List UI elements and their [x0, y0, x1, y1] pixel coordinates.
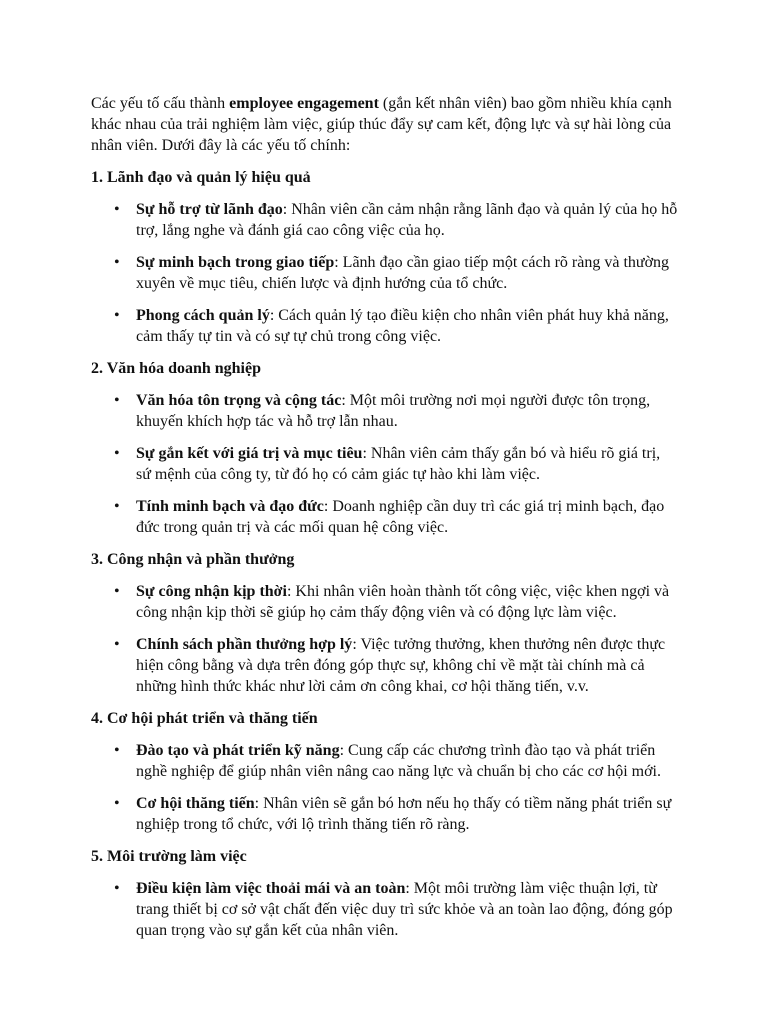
list-item: [114, 443, 678, 485]
item-text: : Việc tưởng thưởng, khen thưởng nên được thực hiện công bằng và dựa trên đóng góp thực sự, không chỉ về mặt tài chính mà cả những hình thức khác như lời cảm ơn công khai, cơ hội thăng tiến, v.v.: [136, 636, 666, 695]
item-text: : Nhân viên cần cảm nhận rằng lãnh đạo và quản lý của họ hỗ trợ, lắng nghe và đánh giá cao công việc của họ.: [136, 201, 678, 239]
item-title: Phong cách quản lý: [136, 307, 270, 324]
list-item: [114, 878, 678, 941]
list-item: [114, 496, 678, 538]
intro-paragraph: [91, 93, 678, 156]
bullet-icon: •: [114, 636, 120, 653]
item-title: Tính minh bạch và đạo đức: [136, 498, 324, 515]
list-item: [114, 740, 678, 782]
bullet-icon: •: [114, 201, 120, 218]
item-title: Sự hỗ trợ từ lãnh đạo: [136, 201, 283, 218]
intro-bold-term: employee engagement: [229, 95, 379, 112]
bullet-icon: •: [114, 445, 120, 462]
sections-container: [91, 167, 678, 941]
item-text: : Nhân viên cảm thấy gắn bó và hiểu rõ giá trị, sứ mệnh của công ty, từ đó họ có cảm giác tự hào khi làm việc.: [136, 445, 661, 483]
bullet-list: [91, 878, 678, 941]
bullet-list: [91, 581, 678, 697]
section-heading: 3. Công nhận và phần thưởng: [91, 551, 295, 568]
section-heading: 4. Cơ hội phát triển và thăng tiến: [91, 710, 318, 727]
item-text: : Cách quản lý tạo điều kiện cho nhân viên phát huy khả năng, cảm thấy tự tin và có sự tự chủ trong công việc.: [136, 307, 669, 345]
item-title: Điều kiện làm việc thoải mái và an toàn: [136, 880, 406, 897]
list-item: [114, 634, 678, 697]
bullet-list: [91, 740, 678, 835]
list-item: [114, 390, 678, 432]
bullet-list: [91, 199, 678, 347]
section-heading: 1. Lãnh đạo và quản lý hiệu quả: [91, 169, 311, 186]
list-item: [114, 793, 678, 835]
list-item: [114, 252, 678, 294]
item-title: Sự minh bạch trong giao tiếp: [136, 254, 335, 271]
item-text: : Lãnh đạo cần giao tiếp một cách rõ ràng và thường xuyên về mục tiêu, chiến lược và định hướng của tổ chức.: [136, 254, 670, 292]
item-text: : Doanh nghiệp cần duy trì các giá trị minh bạch, đạo đức trong quản trị và các mối quan hệ công việc.: [136, 498, 665, 536]
item-title: Đào tạo và phát triển kỹ năng: [136, 742, 340, 759]
bullet-icon: •: [114, 583, 120, 600]
bullet-icon: •: [114, 880, 120, 897]
item-text: : Khi nhân viên hoàn thành tốt công việc, việc khen ngợi và công nhận kịp thời sẽ giúp họ cảm thấy động viên và có động lực làm việc.: [136, 583, 670, 621]
bullet-icon: •: [114, 254, 120, 271]
item-text: : Một môi trường nơi mọi người được tôn trọng, khuyến khích hợp tác và hỗ trợ lẫn nhau.: [136, 392, 651, 430]
item-title: Cơ hội thăng tiến: [136, 795, 255, 812]
list-item: [114, 581, 678, 623]
item-title: Văn hóa tôn trọng và cộng tác: [136, 392, 342, 409]
item-title: Chính sách phần thưởng hợp lý: [136, 636, 353, 653]
item-text: : Cung cấp các chương trình đào tạo và phát triển nghề nghiệp để giúp nhân viên nâng cao năng lực và chuẩn bị cho các cơ hội mới.: [136, 742, 661, 780]
intro-prefix: Các yếu tố cấu thành: [91, 95, 230, 112]
bullet-icon: •: [114, 742, 120, 759]
bullet-icon: •: [114, 392, 120, 409]
intro-suffix: (gắn kết nhân viên) bao gồm nhiều khía cạnh khác nhau của trải nghiệm làm việc, giúp thúc đẩy sự cam kết, động lực và sự hài lòng của nhân viên. Dưới đây là các yếu tố chính:: [91, 95, 672, 154]
item-title: Sự công nhận kịp thời: [136, 583, 287, 600]
bullet-icon: •: [114, 498, 120, 515]
item-title: Sự gắn kết với giá trị và mục tiêu: [136, 445, 363, 462]
list-item: [114, 199, 678, 241]
section-heading: 5. Môi trường làm việc: [91, 848, 247, 865]
item-text: : Nhân viên sẽ gắn bó hơn nếu họ thấy có tiềm năng phát triển sự nghiệp trong tổ chức, với lộ trình thăng tiến rõ ràng.: [136, 795, 672, 833]
item-text: : Một môi trường làm việc thuận lợi, từ trang thiết bị cơ sở vật chất đến việc duy trì sức khỏe và an toàn lao động, đóng góp quan trọng vào sự gắn kết của nhân viên.: [136, 880, 673, 939]
section-heading: 2. Văn hóa doanh nghiệp: [91, 360, 261, 377]
bullet-icon: •: [114, 307, 120, 324]
bullet-list: [91, 390, 678, 538]
bullet-icon: •: [114, 795, 120, 812]
list-item: [114, 305, 678, 347]
